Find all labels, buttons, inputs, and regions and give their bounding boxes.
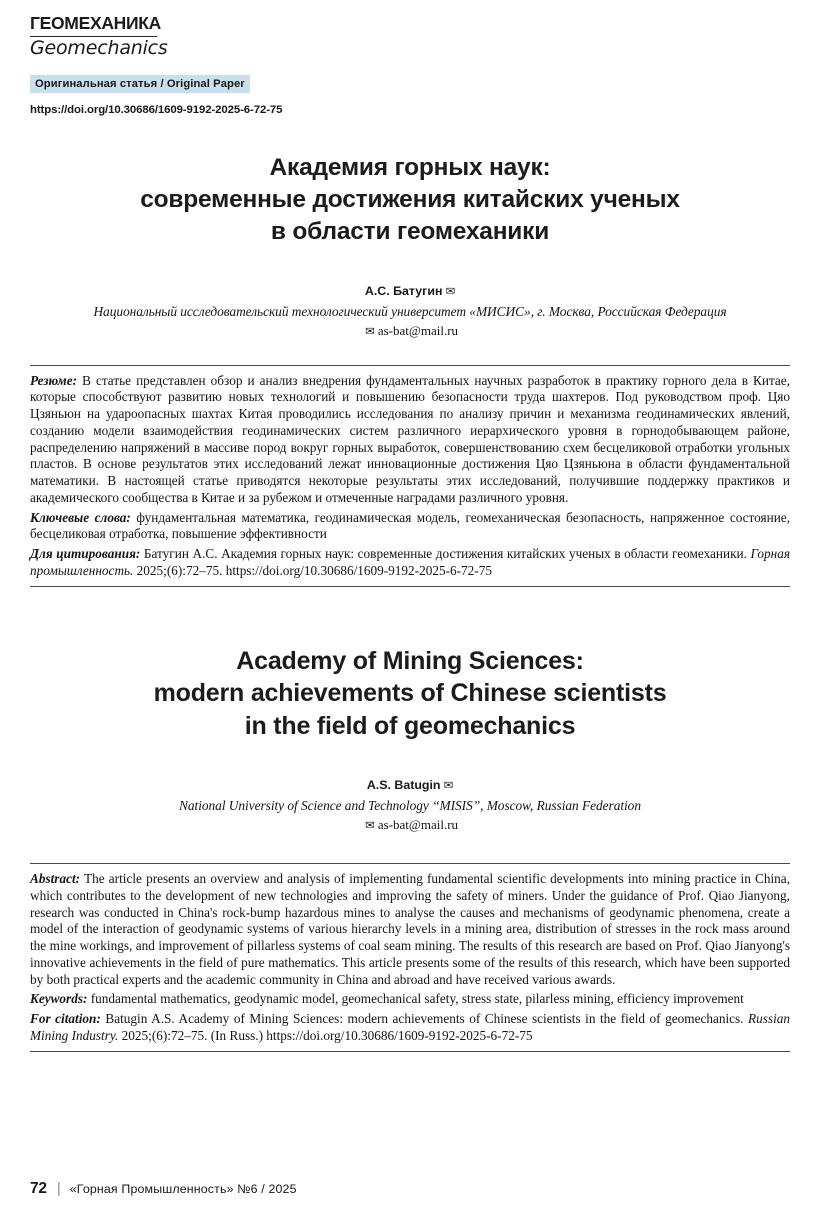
author-email-ru-row [30,323,790,339]
keywords-text-ru: фундаментальная математика, геодинамическая модель, геомеханическая безопасность, напряженное состояние, бесцеликовая отработка, повышение эффективности [30,509,791,542]
affiliation-en: National University of Science and Technology “MISIS”, Moscow, Russian Federation [179,798,641,814]
affiliation-ru: Национальный исследовательский технологический университет «МИСИС», г. Москва, Российская Федерация [93,303,727,319]
abstract-rule-bottom-ru [30,586,790,587]
abstract-body-ru [30,366,790,586]
citation-paragraph-ru [30,546,790,580]
abstract-text-en: The article presents an overview and analysis of implementing fundamental scientific developments into mining practice in China, which contributes to the development of new technologies and improving the safety of miners. Under the guidance of Prof. Qiao Jianyong, research was conducted in China's rock-bump hazardous mines to analyse the causes and mechanisms of geodynamic phenomena, create a model of the interaction of geodynamic systems of various hierarchy levels in a mining area, distribution of stresses in the rock mass around the mine workings, and improvement of pillarless systems of coal seam mining. The results of this research are based on Prof. Qiao Jianyong's innovative achievements in the field of pure mathematics. This article presents some of the results of this research, which have been supported by both practical experts and the academic community in China and abroad and have received various awards. [30,871,791,987]
footer-separator: | [56,1180,61,1197]
citation-text-en-1: Batugin A.S. Academy of Mining Sciences: modern achievements of Chinese scientists in the field of geomechanics. [105,1011,744,1027]
citation-text-ru-1: Батугин А.С. Академия горных наук: современные достижения китайских ученых в области геомеханики. [143,546,747,562]
abstract-paragraph-en [30,871,790,988]
abstract-block-ru [30,365,790,587]
citation-journal-ru: Горная промышленность. [30,546,791,578]
abstract-paragraph-ru [30,373,790,507]
abstract-block-en [30,863,790,1052]
citation-text-ru-2[interactable]: 2025;(6):72–75. https://doi.org/10.30686/1609-9192-2025-6-72-75 [136,562,492,578]
badge-row [30,74,790,93]
author-email-en-row [30,817,790,833]
journal-logo-ru: ГЕОМЕХАНИКА [30,13,162,33]
author-email-en[interactable]: as-bat@mail.ru [377,817,459,833]
keywords-paragraph-ru [30,510,790,544]
keywords-label-ru: Ключевые слова: [30,509,131,525]
abstract-body-en [30,864,790,1051]
title-en-line-1: Academy of Mining Sciences: [236,646,584,675]
envelope-icon: ✉ [445,283,456,298]
journal-logo-en: Geomechanics [30,37,168,59]
envelope-icon: ✉ [443,778,454,793]
abstract-rule-bottom-en [30,1051,790,1052]
author-block-en [30,776,790,833]
doi-link-top[interactable]: https://doi.org/10.30686/1609-9192-2025-6-72-75 [30,104,283,116]
page-title-ru [30,152,790,248]
abstract-label-ru: Резюме: [30,372,78,388]
citation-label-en: For citation: [30,1011,101,1027]
author-name-ru-row [30,282,790,300]
title-ru-line-1: Академия горных наук: [269,154,551,181]
keywords-label-en: Keywords: [30,991,88,1007]
citation-paragraph-en [30,1011,790,1045]
citation-journal-en: Russian Mining Industry. [30,1011,791,1043]
article-type-badge: Оригинальная статья / Original Paper [30,75,250,93]
keywords-paragraph-en [30,991,790,1008]
title-ru-line-2: современные достижения китайских ученых [140,185,680,213]
author-name-en: A.S. Batugin [366,778,441,793]
author-name-en-row [30,776,790,794]
page-footer [30,1180,297,1198]
abstract-text-ru: В статье представлен обзор и анализ внедрения фундаментальных научных разработок в практику горного дела в Китае, которые способствуют развитию новых технологий и повышению безопасности труда шахтеров. Под руководством проф. Цяо Цзяньюн на удароопасных шахтах Китая проводились исследования по анализу причин и механизма геодинамических явлений, созданию модели взаимодействия геодинамических систем различного иерархического уровня в горнодобывающем районе, распределению напряжений в массиве пород вокруг горных выработок, совершенствованию схем бесцеликовой отработки угольных пластов. В основе результатов этих исследований лежат инновационные достижения Цяо Цзяньюна в области фундаментальной математики. В настоящей статье приводятся некоторые результаты этих исследований, получившие поддержку практиков и академического сообщества в Китае и за рубежом и отмеченные наградами различного уровня. [30,372,790,505]
author-name-ru: А.С. Батугин [364,283,443,298]
page-title-en [30,645,790,743]
title-ru-line-3: в области геомеханики [270,217,550,245]
footer-journal-text: «Горная Промышленность» №6 / 2025 [69,1182,297,1196]
title-en-line-2: modern achievements of Chinese scientists [153,679,667,708]
page-number: 72 [30,1180,47,1197]
author-block-ru [30,282,790,339]
masthead [30,0,790,59]
abstract-label-en: Abstract: [30,871,81,887]
keywords-text-en: fundamental mathematics, geodynamic model, geomechanical safety, stress state, pilarless mining, efficiency improvement [90,991,744,1007]
author-email-ru[interactable]: as-bat@mail.ru [377,322,459,338]
envelope-icon: ✉ [364,323,375,338]
citation-label-ru: Для цитирования: [30,546,141,562]
title-en-line-3: in the field of geomechanics [244,711,576,740]
citation-text-en-2[interactable]: 2025;(6):72–75. (In Russ.) https://doi.org/10.30686/1609-9192-2025-6-72-75 [121,1027,533,1043]
envelope-icon: ✉ [364,818,375,833]
